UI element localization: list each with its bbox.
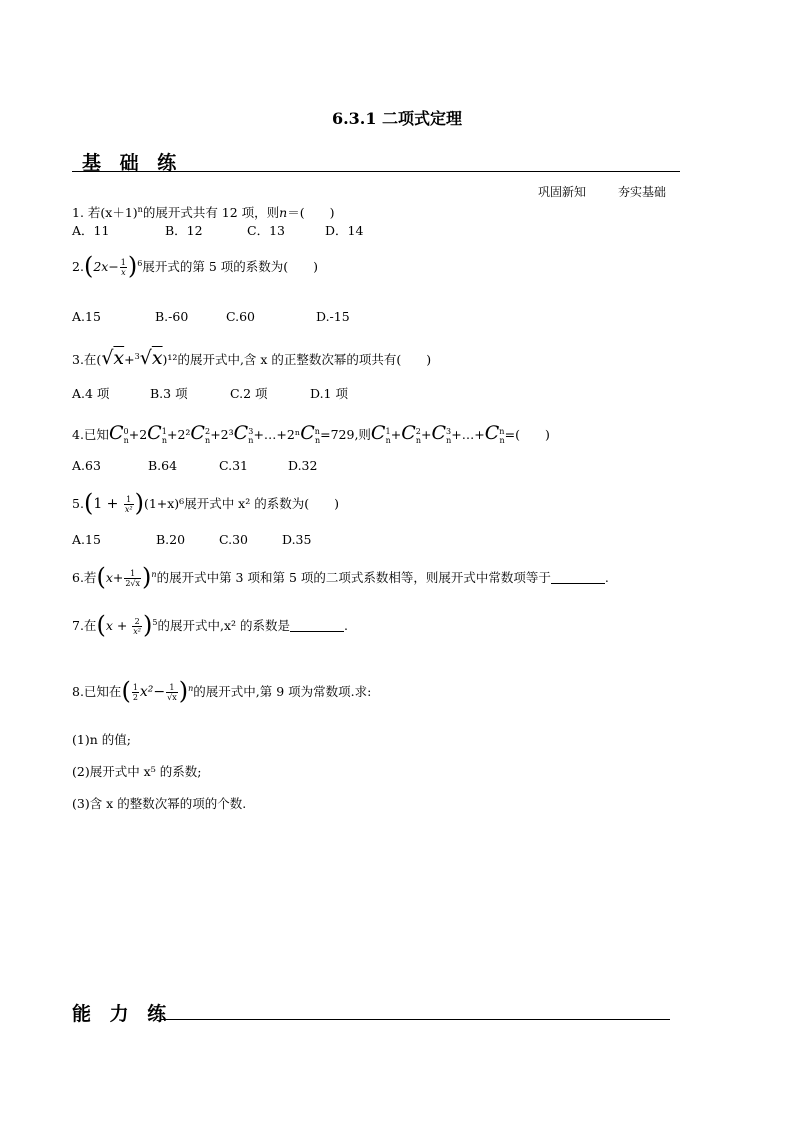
q8-x2: x²− <box>139 684 166 700</box>
q4-option-d: D.32 <box>288 458 318 473</box>
cube-root-icon: √ <box>139 347 152 369</box>
q5-option-a: A.15 <box>72 532 101 547</box>
q3-root-index: 3 <box>134 351 140 361</box>
section-rule-ability <box>160 1019 670 1020</box>
q7-expr: x + <box>105 618 132 633</box>
section-heading-basic: 基 础 练 <box>82 152 183 174</box>
q5-mid: (1+x)⁶展开式中 x² 的系数为( ) <box>143 496 339 511</box>
q4-tail: =( ) <box>504 427 550 442</box>
q4-lhs-mid: =729,则 <box>320 427 371 442</box>
question-8 <box>72 677 371 705</box>
section-rule-basic <box>72 171 680 172</box>
q8-lparen: ( <box>121 677 131 705</box>
q1-option-d: D．14 <box>325 223 364 238</box>
q7-text: 的展开式中,x² 的系数是 <box>157 618 290 633</box>
q6-prefix: 6.若 <box>72 570 97 585</box>
q4-option-a: A.63 <box>72 458 101 473</box>
q6-answer-blank[interactable] <box>551 571 605 584</box>
q1-tail: ＝( ) <box>287 205 335 220</box>
tag-foundation: 夯实基础 <box>618 185 667 199</box>
q2-exp: 6 <box>137 258 143 268</box>
q5-expr: 1 + <box>93 496 123 512</box>
q8-text: 的展开式中,第 9 项为常数项.求: <box>193 684 372 699</box>
q3-prefix: 3.在( <box>72 352 102 367</box>
q6-fraction: $\frac{1}{2√x}$ <box>125 569 141 588</box>
q2-option-d: D.-15 <box>316 309 350 324</box>
q3-option-c: C.2 项 <box>230 386 268 401</box>
q6-tail: . <box>604 570 609 585</box>
q3-plus: + <box>124 352 135 367</box>
q2-fraction: $\frac{1}{x}$ <box>120 258 126 277</box>
q6-rparen: ) <box>142 563 152 591</box>
q3-option-d: D.1 项 <box>310 386 348 401</box>
question-5 <box>72 489 339 517</box>
q8-prefix: 8.已知在 <box>72 684 122 699</box>
q1-prefix: 1. 若(x＋1) <box>72 205 138 220</box>
q5-rparen: ) <box>134 489 144 517</box>
q2-option-a: A.15 <box>72 309 101 324</box>
question-4: 4.已知$C^0_n+2C^1_n+2^2C^2_n+2^3C^3_n+\dots+2^nC^n_n=729$,则$C^1_n+C^2_n+C^3_n+\dots+C^n_n=$( ) <box>72 422 550 445</box>
q2-text: 展开式的第 5 项的系数为( ) <box>142 259 319 274</box>
q1-option-c: C．13 <box>247 223 285 238</box>
q2-expr: 2x− <box>93 259 119 274</box>
q3-option-b: B.3 项 <box>150 386 188 401</box>
q5-option-b: B.20 <box>156 532 186 547</box>
q3-option-a: A.4 项 <box>72 386 110 401</box>
q5-option-c: C.30 <box>219 532 248 547</box>
q7-tail: . <box>344 618 348 633</box>
q4-option-b: B.64 <box>148 458 178 473</box>
q5-lparen: ( <box>83 489 94 517</box>
q6-lparen: ( <box>96 563 106 591</box>
q7-exp: 5 <box>152 617 158 627</box>
q1-option-b: B．12 <box>165 223 203 238</box>
q6-text: 的展开式中第 3 项和第 5 项的二项式系数相等，则展开式中常数项等于 <box>156 570 551 585</box>
sqrt-icon: √ <box>101 347 114 369</box>
q1-text: 的展开式共有 12 项，则 <box>142 205 280 220</box>
q2-option-b: B.-60 <box>155 309 189 324</box>
q8-part-1: (1)n 的值; <box>72 732 131 747</box>
q6-exp: n <box>151 569 157 579</box>
q4-option-c: C.31 <box>219 458 248 473</box>
q8-fraction-2: $\frac{1}{√x}$ <box>167 683 177 702</box>
q2-prefix: 2. <box>72 259 84 274</box>
q3-radicand1: x <box>113 347 125 369</box>
tag-consolidate: 巩固新知 <box>538 185 587 199</box>
q5-option-d: D.35 <box>282 532 312 547</box>
q7-rparen: ) <box>143 611 153 639</box>
q7-answer-blank[interactable] <box>290 619 344 632</box>
question-1 <box>72 203 335 221</box>
q8-part-3: (3)含 x 的整数次幂的项的个数. <box>72 796 247 811</box>
q5-fraction: $\frac{1}{\text{x²}}$ <box>124 495 133 514</box>
q8-part-2: (2)展开式中 x⁵ 的系数; <box>72 764 202 779</box>
q1-option-a: A．11 <box>72 223 110 238</box>
question-7 <box>72 611 348 639</box>
q2-lparen: ( <box>83 252 94 280</box>
q8-exp: n <box>188 683 194 693</box>
q1-exp: n <box>137 204 143 214</box>
q1-var: n <box>279 205 288 220</box>
q2-option-c: C.60 <box>226 309 255 324</box>
q2-rparen: ) <box>127 252 138 280</box>
q3-text: 的展开式中,含 x 的正整数次幂的项共有( ) <box>177 352 432 367</box>
q7-lparen: ( <box>96 611 106 639</box>
q7-prefix: 7.在 <box>72 618 97 633</box>
section-heading-ability: 能 力 练 <box>72 1003 173 1025</box>
q7-fraction: $\frac{2}{\text{x²}}$ <box>133 617 142 636</box>
q5-prefix: 5. <box>72 496 84 511</box>
page-title: 6.3.1 二项式定理 <box>331 109 463 128</box>
q4-prefix: 4.已知 <box>72 427 109 442</box>
q8-fraction-1: $\frac{1}{2}$ <box>132 683 138 702</box>
q3-radicand2: x <box>151 347 163 369</box>
question-3 <box>72 347 431 369</box>
q8-rparen: ) <box>178 677 189 705</box>
question-2 <box>72 252 318 280</box>
question-6 <box>72 563 609 591</box>
q6-expr: x+ <box>105 570 124 585</box>
q3-exp: )¹² <box>162 352 178 367</box>
